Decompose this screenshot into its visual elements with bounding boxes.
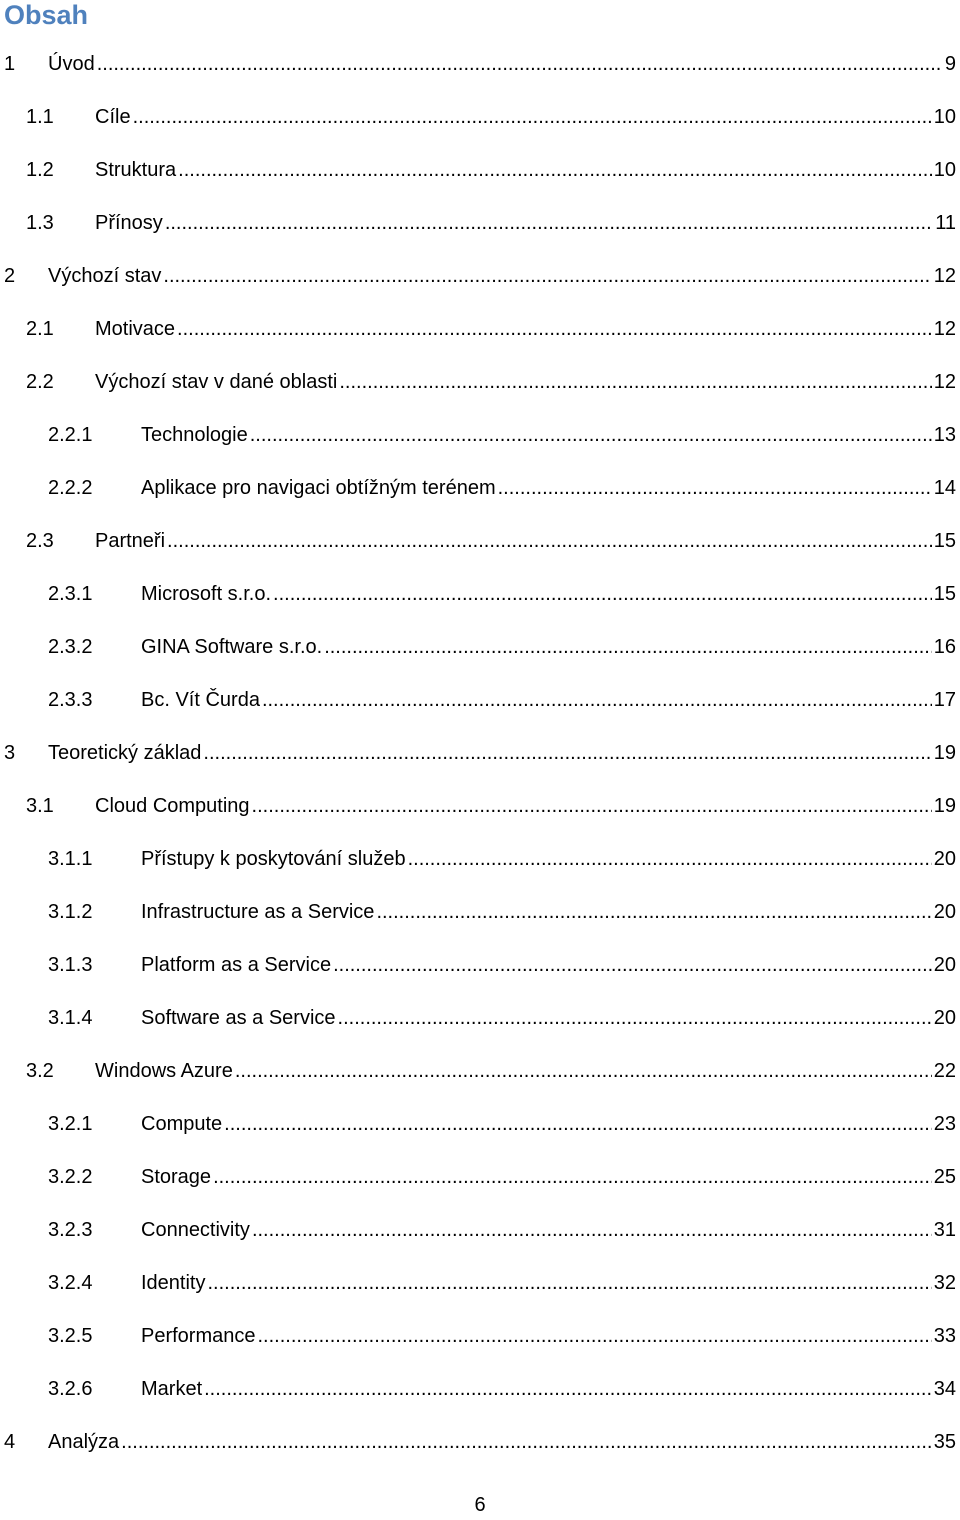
- toc-entry-body: [95, 784, 956, 828]
- toc-entry-body: [95, 519, 956, 563]
- toc-dot-leader: [213, 1155, 932, 1199]
- toc-entry-title[interactable]: Výchozí stav: [48, 254, 161, 298]
- toc-entry-title[interactable]: Teoretický základ: [48, 731, 201, 775]
- toc-entry-body: [95, 201, 956, 245]
- toc-entry-page: 34: [933, 1378, 956, 1400]
- toc-entry-page: 32: [933, 1272, 956, 1294]
- toc-dot-leader: [163, 254, 931, 298]
- toc-dot-leader: [338, 996, 932, 1040]
- toc-entry-title[interactable]: Storage: [141, 1155, 211, 1199]
- toc-entry[interactable]: [0, 890, 960, 934]
- toc-entry[interactable]: [0, 1420, 960, 1464]
- toc-entry-body: [141, 996, 956, 1040]
- toc-entry-body: [141, 1367, 956, 1411]
- toc-entry[interactable]: [0, 42, 960, 86]
- toc-dot-leader: [324, 625, 932, 669]
- toc-dot-leader: [133, 95, 932, 139]
- toc-dot-leader: [224, 1102, 932, 1146]
- toc-entry-body: [141, 1155, 956, 1199]
- toc-entry-body: [141, 413, 956, 457]
- toc-entry[interactable]: [0, 466, 960, 510]
- toc-entry-number: 3.2.2: [48, 1166, 93, 1188]
- toc-entry-title[interactable]: Compute: [141, 1102, 222, 1146]
- toc-entry-body: [141, 572, 956, 616]
- page-number: 6: [474, 1494, 486, 1516]
- toc-entry-title[interactable]: Výchozí stav v dané oblasti: [95, 360, 337, 404]
- toc-entry-number: 3.1: [26, 795, 54, 817]
- toc-entry-title[interactable]: Connectivity: [141, 1208, 250, 1252]
- toc-dot-leader: [339, 360, 931, 404]
- toc-dot-leader: [177, 307, 932, 351]
- toc-entry-page: 22: [933, 1060, 956, 1082]
- toc-entry-body: [48, 1420, 956, 1464]
- toc-dot-leader: [252, 784, 932, 828]
- toc-entry-page: 20: [933, 954, 956, 976]
- toc-entry[interactable]: [0, 254, 960, 298]
- toc-entry[interactable]: [0, 201, 960, 245]
- toc-entry[interactable]: [0, 1261, 960, 1305]
- toc-entry[interactable]: [0, 784, 960, 828]
- toc-entry-body: [141, 466, 956, 510]
- toc-entry-body: [95, 95, 956, 139]
- toc-entry-number: 2.3.1: [48, 583, 93, 605]
- toc-entry-number: 1: [4, 53, 16, 75]
- toc-entry-title[interactable]: Market: [141, 1367, 202, 1411]
- toc-entry-title[interactable]: Cíle: [95, 95, 131, 139]
- toc-dot-leader: [333, 943, 932, 987]
- toc-entry-number: 3.2.1: [48, 1113, 93, 1135]
- toc-dot-leader: [121, 1420, 932, 1464]
- toc-dot-leader: [252, 1208, 932, 1252]
- toc-dot-leader: [498, 466, 932, 510]
- toc-heading: Obsah: [4, 0, 89, 30]
- toc-entry-number: 3.2.3: [48, 1219, 93, 1241]
- toc-entry-number: 1.1: [26, 106, 54, 128]
- toc-dot-leader: [207, 1261, 931, 1305]
- toc-entry-title[interactable]: Platform as a Service: [141, 943, 331, 987]
- toc-entry-page: 14: [933, 477, 956, 499]
- toc-entry-page: 19: [933, 742, 956, 764]
- toc-entry[interactable]: [0, 95, 960, 139]
- toc-entry[interactable]: [0, 148, 960, 192]
- toc-entry[interactable]: [0, 625, 960, 669]
- toc-entry-number: 2.3.2: [48, 636, 93, 658]
- toc-entry[interactable]: [0, 996, 960, 1040]
- toc-entry-number: 3: [4, 742, 16, 764]
- toc-entry-title[interactable]: Microsoft s.r.o.: [141, 572, 271, 616]
- toc-entry-page: 19: [933, 795, 956, 817]
- toc-entry-title[interactable]: GINA Software s.r.o.: [141, 625, 322, 669]
- toc-entry-body: [141, 678, 956, 722]
- toc-entry-body: [141, 890, 956, 934]
- toc-entry-page: 23: [933, 1113, 956, 1135]
- toc-entry-body: [141, 625, 956, 669]
- toc-entry-title[interactable]: Struktura: [95, 148, 176, 192]
- toc-dot-leader: [262, 678, 932, 722]
- toc-entry-number: 2.1: [26, 318, 54, 340]
- toc-entry-number: 1.2: [26, 159, 54, 181]
- toc-entry[interactable]: [0, 943, 960, 987]
- toc-entry-title[interactable]: Identity: [141, 1261, 205, 1305]
- toc-entry-page: 12: [933, 265, 956, 287]
- toc-entry-title[interactable]: Přínosy: [95, 201, 163, 245]
- toc-dot-leader: [376, 890, 931, 934]
- toc-entry-body: [141, 837, 956, 881]
- toc-entry-page: 15: [933, 530, 956, 552]
- toc-entry[interactable]: [0, 413, 960, 457]
- toc-entry[interactable]: [0, 1102, 960, 1146]
- toc-entry-page: 15: [933, 583, 956, 605]
- toc-entry-number: 2.2.1: [48, 424, 93, 446]
- toc-entry[interactable]: [0, 678, 960, 722]
- toc-dot-leader: [408, 837, 932, 881]
- toc-entry-number: 3.2.5: [48, 1325, 93, 1347]
- toc-entry-number: 2: [4, 265, 16, 287]
- toc-dot-leader: [178, 148, 932, 192]
- toc-entry-number: 3.2: [26, 1060, 54, 1082]
- toc-entry[interactable]: [0, 1155, 960, 1199]
- toc-entry-page: 12: [933, 371, 956, 393]
- toc-entry-number: 3.1.2: [48, 901, 93, 923]
- toc-entry-title[interactable]: Windows Azure: [95, 1049, 233, 1093]
- toc-entry-number: 3.1.4: [48, 1007, 93, 1029]
- toc-entry-title[interactable]: Úvod: [48, 42, 95, 86]
- toc-entry-number: 2.2.2: [48, 477, 93, 499]
- toc-entry-body: [48, 42, 956, 86]
- toc-entry-page: 17: [933, 689, 956, 711]
- toc-entry-title[interactable]: Software as a Service: [141, 996, 336, 1040]
- toc-entry-page: 13: [933, 424, 956, 446]
- toc-entry[interactable]: [0, 1367, 960, 1411]
- toc-entry-body: [141, 1102, 956, 1146]
- toc-entry-title[interactable]: Technologie: [141, 413, 248, 457]
- toc-dot-leader: [97, 42, 943, 86]
- toc-entry-body: [48, 731, 956, 775]
- toc-entry-page: 10: [933, 159, 956, 181]
- toc-entry-page: 11: [935, 212, 956, 234]
- toc-entry[interactable]: [0, 360, 960, 404]
- toc-entry[interactable]: [0, 731, 960, 775]
- toc-dot-leader: [250, 413, 932, 457]
- toc-entry-body: [141, 1261, 956, 1305]
- toc-entry-page: 31: [933, 1219, 956, 1241]
- toc-entry[interactable]: [0, 837, 960, 881]
- toc-entry-page: 10: [933, 106, 956, 128]
- toc-entry-body: [141, 1208, 956, 1252]
- toc-dot-leader: [167, 519, 932, 563]
- toc-entry-title[interactable]: Přístupy k poskytování služeb: [141, 837, 406, 881]
- toc-entry-title[interactable]: Motivace: [95, 307, 175, 351]
- toc-entry[interactable]: [0, 572, 960, 616]
- toc-entry-page: 20: [933, 1007, 956, 1029]
- toc-dot-leader: [204, 1367, 932, 1411]
- toc-entry-number: 2.3.3: [48, 689, 93, 711]
- toc-entry-page: 35: [933, 1431, 956, 1453]
- toc-entry-body: [95, 1049, 956, 1093]
- toc-entry-page: 9: [944, 53, 956, 75]
- toc-entry-number: 2.2: [26, 371, 54, 393]
- toc-entry-title[interactable]: Analýza: [48, 1420, 119, 1464]
- toc-entry[interactable]: [0, 519, 960, 563]
- toc-entry-number: 3.1.3: [48, 954, 93, 976]
- toc-entry-page: 33: [933, 1325, 956, 1347]
- toc-entry-number: 3.2.6: [48, 1378, 93, 1400]
- toc-entry-body: [141, 1314, 956, 1358]
- toc-entry-title[interactable]: Performance: [141, 1314, 256, 1358]
- toc-entry-number: 3.2.4: [48, 1272, 93, 1294]
- toc-dot-leader: [165, 201, 933, 245]
- toc-entry-page: 20: [933, 901, 956, 923]
- toc-entry-body: [141, 943, 956, 987]
- toc-entry-title[interactable]: Partneři: [95, 519, 165, 563]
- toc-entry-number: 4: [4, 1431, 16, 1453]
- toc-entry-page: 25: [933, 1166, 956, 1188]
- toc-entry-body: [95, 148, 956, 192]
- toc-entry-number: 3.1.1: [48, 848, 93, 870]
- toc-entry[interactable]: [0, 1049, 960, 1093]
- toc-entry-number: 2.3: [26, 530, 54, 552]
- toc-entry-page: 20: [933, 848, 956, 870]
- toc-dot-leader: [203, 731, 931, 775]
- toc-entry-body: [48, 254, 956, 298]
- toc-entry-number: 1.3: [26, 212, 54, 234]
- toc-entry[interactable]: [0, 1314, 960, 1358]
- toc-entry[interactable]: [0, 1208, 960, 1252]
- toc-dot-leader: [273, 572, 932, 616]
- toc-dot-leader: [235, 1049, 932, 1093]
- toc-entry-title[interactable]: Cloud Computing: [95, 784, 250, 828]
- toc-entry[interactable]: [0, 307, 960, 351]
- toc-entry-title[interactable]: Aplikace pro navigaci obtížným terénem: [141, 466, 496, 510]
- toc-entry-title[interactable]: Bc. Vít Čurda: [141, 678, 260, 722]
- toc-entry-body: [95, 307, 956, 351]
- toc-dot-leader: [258, 1314, 932, 1358]
- toc-entry-page: 16: [933, 636, 956, 658]
- toc-entry-title[interactable]: Infrastructure as a Service: [141, 890, 374, 934]
- toc-entry-page: 12: [933, 318, 956, 340]
- toc-entry-body: [95, 360, 956, 404]
